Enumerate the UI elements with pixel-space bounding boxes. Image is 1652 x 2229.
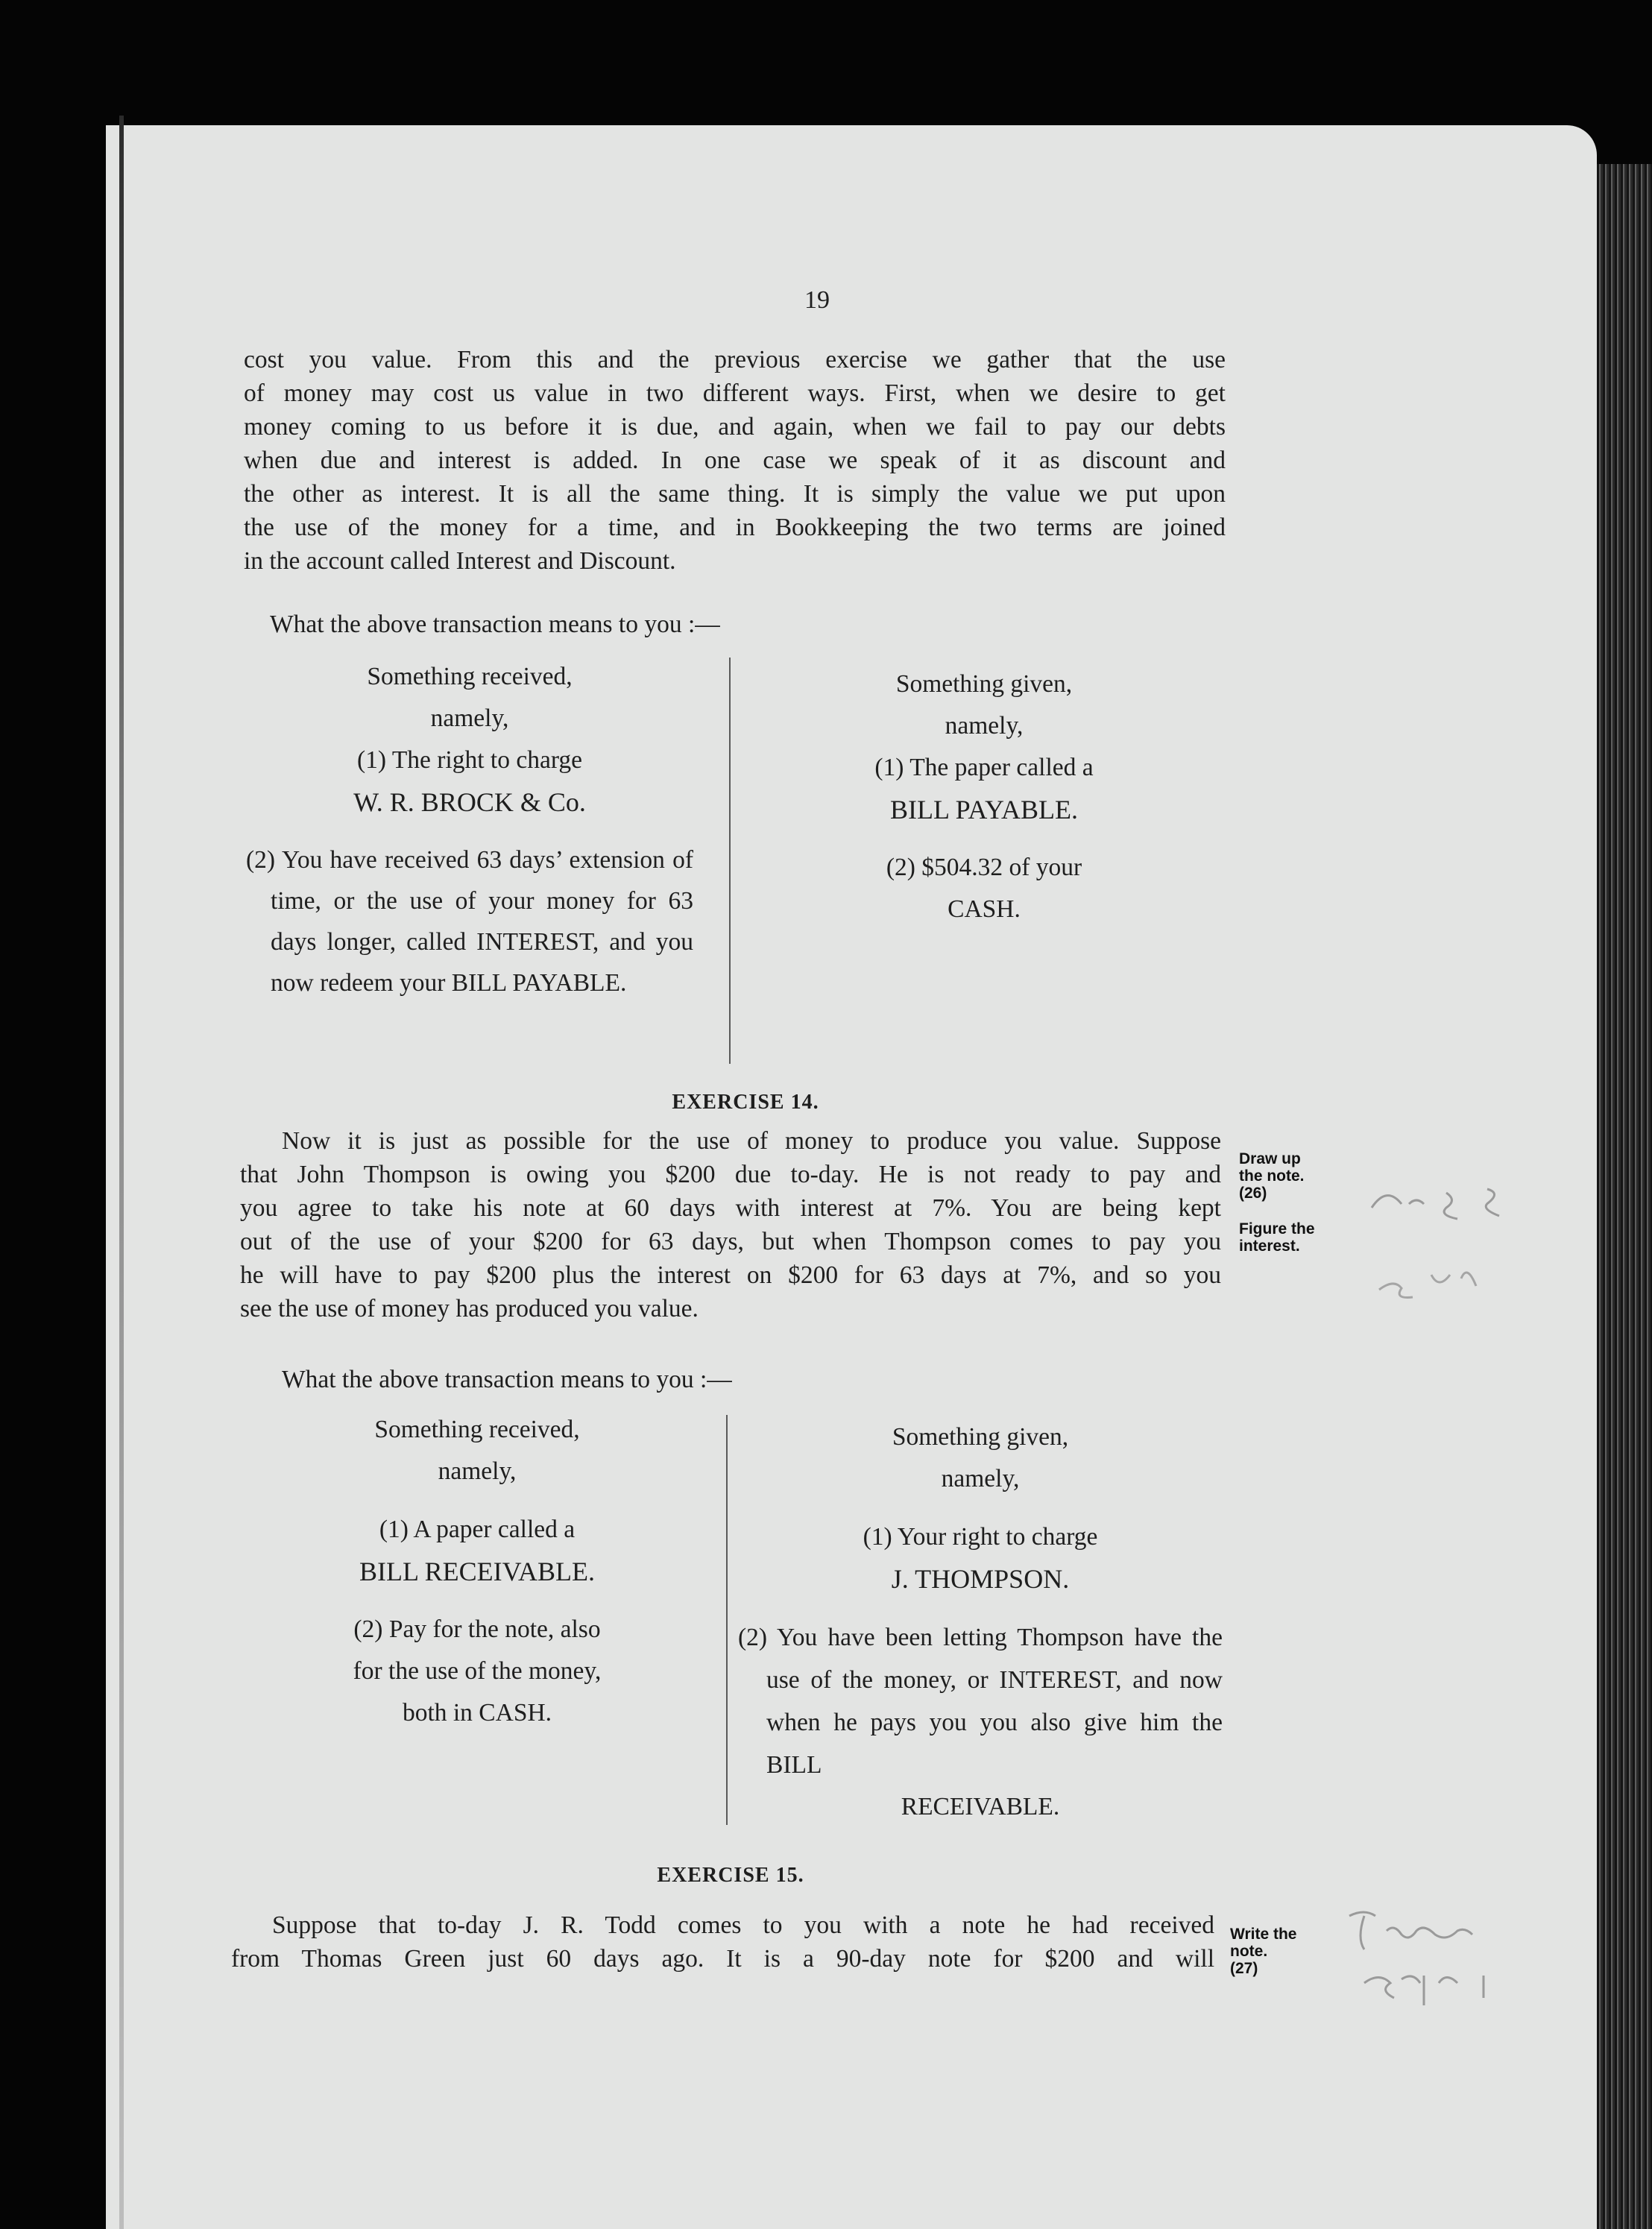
given-column	[805, 663, 1163, 930]
column-divider	[726, 1415, 728, 1825]
received-item-2-line: (2) Pay for the note, also	[353, 1615, 601, 1643]
given-namely: namely,	[941, 1465, 1020, 1492]
transaction-lead: What the above transaction means to you :—	[282, 1366, 732, 1393]
given-item-1: (1) Your right to charge	[863, 1523, 1098, 1551]
given-column	[738, 1416, 1223, 1828]
exercise-line: that John Thompson is owing you $200 due to-day. He is not ready to pay and	[240, 1161, 1221, 1188]
page-number: 19	[804, 286, 830, 314]
exercise-14-heading: EXERCISE 14.	[672, 1091, 819, 1114]
column-divider	[729, 658, 731, 1064]
received-item-1-name: BILL RECEIVABLE.	[359, 1557, 595, 1586]
pencil-annotation	[1320, 1894, 1513, 2020]
margin-note-line: interest.	[1239, 1238, 1300, 1255]
intro-line: cost you value. From this and the previous exercise we gather that the use	[244, 346, 1226, 373]
exercise-15-heading: EXERCISE 15.	[657, 1864, 804, 1887]
received-namely: namely,	[438, 1457, 517, 1485]
given-heading: Something given,	[892, 1423, 1069, 1451]
intro-line: of money may cost us value in two different ways. First, when we desire to get	[244, 379, 1226, 407]
received-heading: Something received,	[374, 1416, 580, 1443]
received-item-1-name: W. R. BROCK & Co.	[353, 787, 586, 817]
margin-note-line: the note.	[1239, 1167, 1305, 1185]
given-heading: Something given,	[895, 670, 1073, 698]
received-heading: Something received,	[367, 663, 573, 690]
exercise-line: see the use of money has produced you value.	[240, 1295, 699, 1322]
given-item-1-name: BILL PAYABLE.	[889, 795, 1079, 825]
received-item-2-line: for the use of the money,	[353, 1657, 602, 1685]
intro-line: the other as interest. It is all the same thing. It is simply the value we put upon	[244, 480, 1226, 508]
exercise-line: you agree to take his note at 60 days with interest at 7%. You are being kept	[240, 1194, 1221, 1222]
exercise-line: he will have to pay $200 plus the interest on $200 for 63 days at 7%, and so you	[240, 1261, 1221, 1289]
received-namely: namely,	[430, 704, 509, 732]
exercise-line: out of the use of your $200 for 63 days, but when Thompson comes to pay you	[240, 1228, 1221, 1255]
intro-line: money coming to us before it is due, and again, when we fail to pay our debts	[244, 413, 1226, 441]
margin-note-line: Write the	[1230, 1926, 1297, 1943]
received-item-2-line: both in CASH.	[402, 1699, 552, 1727]
received-column	[283, 1409, 671, 1734]
intro-line: in the account called Interest and Discount.	[244, 547, 676, 575]
margin-note-line: note.	[1230, 1943, 1268, 1960]
given-item-2: (2) You have been letting Thompson have the use of the money, or INTEREST, and now when he pays you you also give him the BILL	[738, 1624, 1223, 1779]
given-item-1: (1) The paper called a	[874, 754, 1094, 781]
margin-note-figure-interest	[1239, 1220, 1315, 1255]
margin-note-line: (27)	[1230, 1960, 1258, 1977]
given-item-1-name: J. THOMPSON.	[891, 1564, 1070, 1594]
intro-line: the use of the money for a time, and in Bookkeeping the two terms are joined	[244, 514, 1226, 541]
pencil-annotation	[1357, 1163, 1536, 1327]
given-namely: namely,	[945, 712, 1024, 740]
binding-shadow	[119, 116, 124, 2229]
margin-note-line: (26)	[1239, 1185, 1267, 1202]
exercise-line: from Thomas Green just 60 days ago. It is a 90-day note for $200 and will	[231, 1945, 1214, 1973]
transaction-lead: What the above transaction means to you :—	[270, 611, 720, 638]
given-item-2-name: CASH.	[948, 895, 1021, 923]
given-item-2: (2) $504.32 of your	[886, 854, 1082, 881]
received-item-1: (1) The right to charge	[356, 746, 583, 774]
received-column	[246, 656, 693, 1003]
margin-note-draw-note	[1239, 1150, 1305, 1202]
margin-note-line: Draw up	[1239, 1150, 1301, 1167]
given-item-2-end: RECEIVABLE.	[901, 1793, 1060, 1820]
margin-note-line: Figure the	[1239, 1220, 1315, 1238]
received-item-1: (1) A paper called a	[379, 1516, 576, 1543]
received-item-2: (2) You have received 63 days’ extension of time, or the use of your money for 63 days longer, called INTEREST, and you now redeem your BILL PAYABLE.	[246, 846, 693, 997]
intro-line: when due and interest is added. In one case we speak of it as discount and	[244, 447, 1226, 474]
exercise-line: Now it is just as possible for the use of money to produce you value. Suppose	[282, 1127, 1221, 1155]
exercise-line: Suppose that to-day J. R. Todd comes to you with a note he had received	[272, 1911, 1214, 1939]
margin-note-write-note	[1230, 1926, 1296, 1977]
